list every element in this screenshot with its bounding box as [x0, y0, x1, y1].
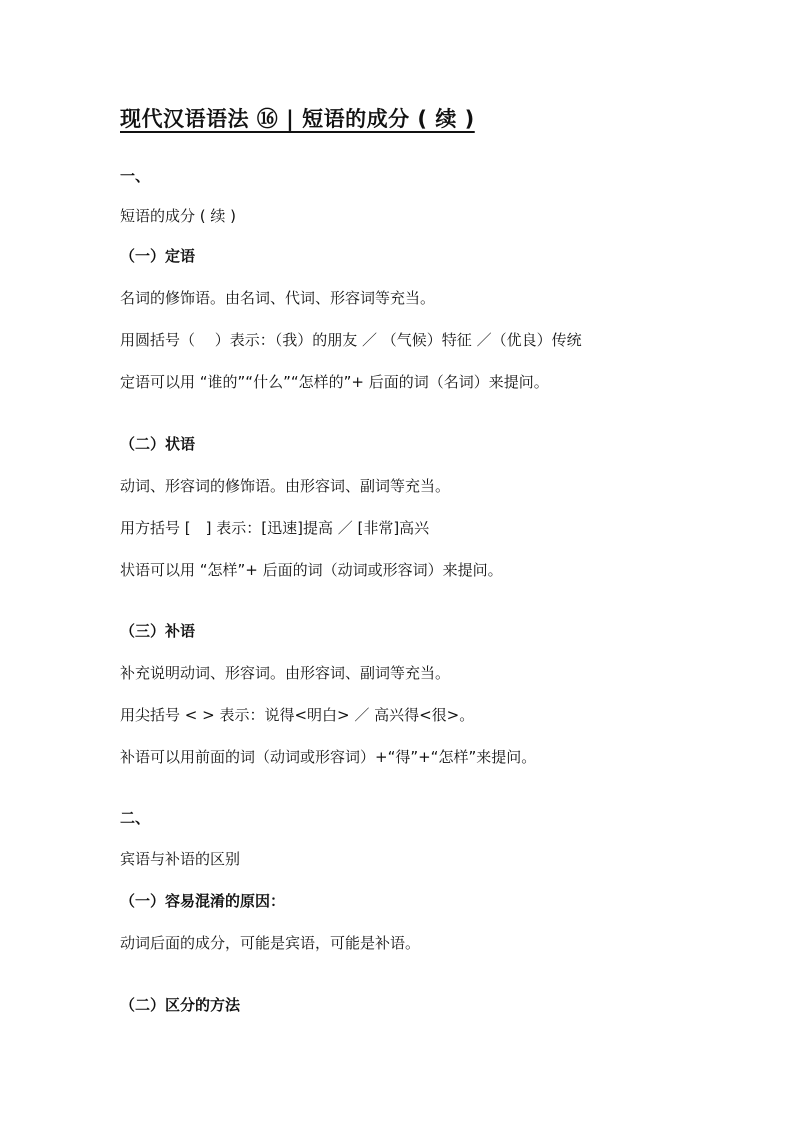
subsection-complement-heading: （三）补语 [120, 622, 196, 640]
subsection-confusion-heading: （一）容易混淆的原因： [120, 892, 286, 910]
attributive-line-1: 名词的修饰语。由名词、代词、形容词等充当。 [120, 289, 436, 307]
section-1-heading: 短语的成分 ( 续 ) [120, 207, 237, 225]
section-2-heading: 宾语与补语的区别 [120, 850, 241, 868]
complement-line-3: 补语可以用前面的词（动词或形容词）+“得”+“怎样”来提问。 [120, 748, 537, 766]
page-title: 现代汉语语法 ⑯ | 短语的成分 ( 续 ) [120, 107, 475, 131]
section-2-number: 二、 [120, 809, 151, 827]
section-1-number: 一、 [120, 167, 151, 185]
complement-line-1: 补充说明动词、形容词。由形容词、副词等充当。 [120, 664, 451, 682]
adverbial-line-3: 状语可以用 “怎样”+ 后面的词（动词或形容词）来提问。 [120, 561, 503, 579]
adverbial-line-1: 动词、形容词的修饰语。由形容词、副词等充当。 [120, 477, 451, 495]
attributive-line-2: 用圆括号（ ）表示：（我）的朋友 ／ （气候）特征 ／（优良）传统 [120, 331, 582, 349]
attributive-line-3: 定语可以用 “谁的”“什么”“怎样的”+ 后面的词（名词）来提问。 [120, 373, 549, 391]
subsection-attributive-heading: （一）定语 [120, 247, 196, 265]
subsection-adverbial-heading: （二）状语 [120, 435, 196, 453]
subsection-method-heading: （二）区分的方法 [120, 996, 241, 1014]
adverbial-line-2: 用方括号 [ ] 表示：[迅速]提高 ／ [非常]高兴 [120, 519, 430, 537]
confusion-line-1: 动词后面的成分，可能是宾语，可能是补语。 [120, 934, 421, 952]
complement-line-2: 用尖括号 < > 表示：说得<明白> ／ 高兴得<很>。 [120, 706, 475, 724]
